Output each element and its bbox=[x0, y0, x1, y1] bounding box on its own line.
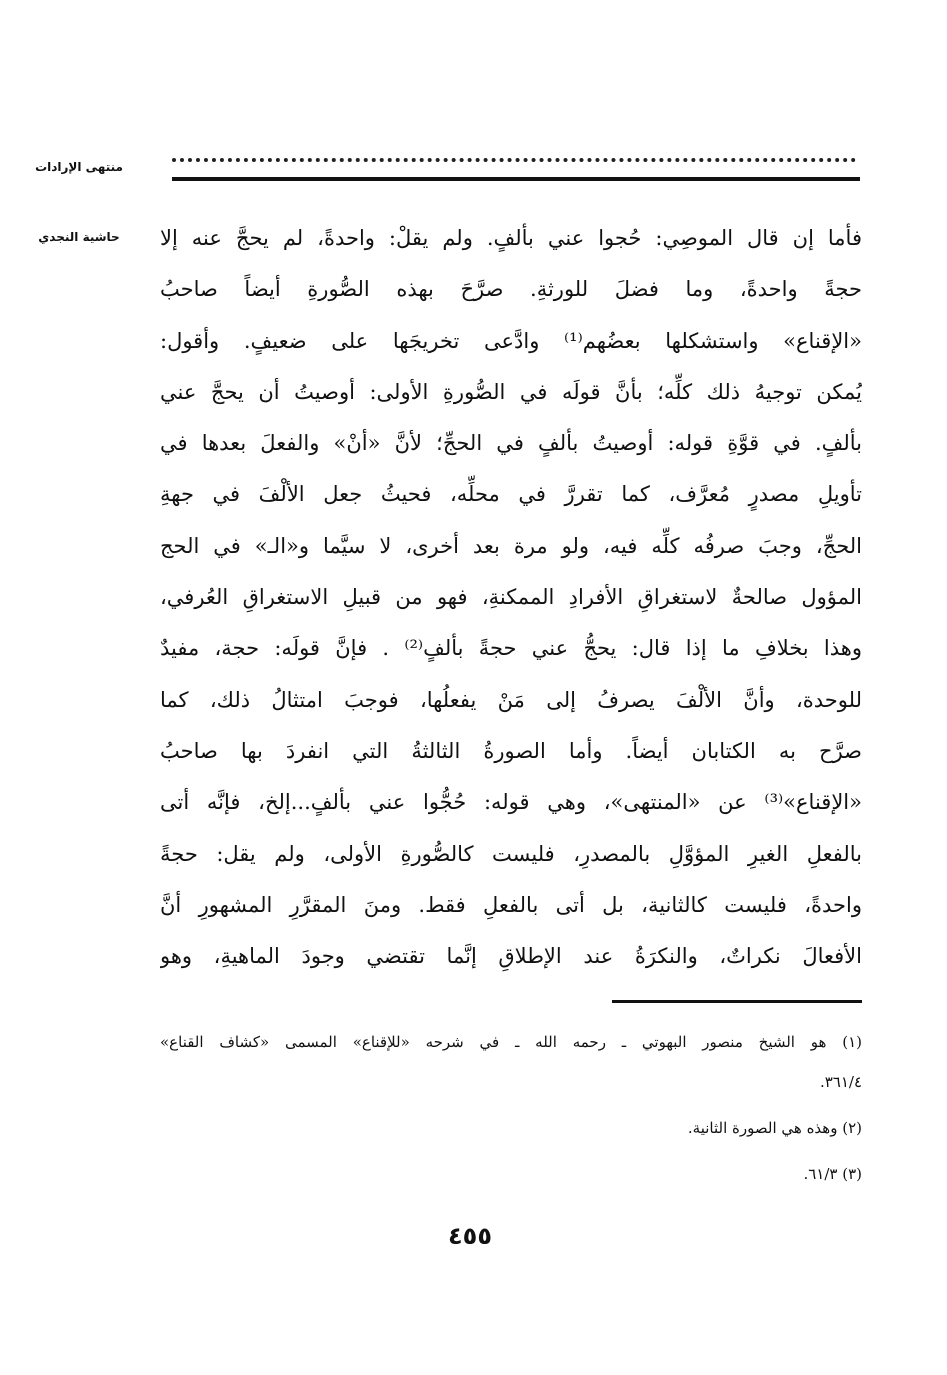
gloss-label: حاشية النجدي bbox=[38, 230, 120, 244]
footnote-2: (٢) وهذه هي الصورة الثانية. bbox=[687, 1119, 862, 1137]
footnote-3: (٣) ٦١/٣. bbox=[803, 1165, 862, 1183]
text-line: واحدةً، فليست كالثانية، بل أتى بالفعلِ فقط. ومنَ المقرَّرِ المشهورِ أنَّ bbox=[160, 892, 862, 917]
header-rule bbox=[172, 177, 860, 181]
footnote-separator bbox=[612, 1000, 862, 1003]
dotted-header-rule bbox=[172, 148, 856, 162]
text-line: للوحدة، وأنَّ الألْفَ يصرفُ إلى مَنْ يفعلُها، فوجبَ امتثالُ ذلك، كما bbox=[160, 687, 862, 712]
text-line: الأفعالَ نكراتٌ، والنكرَةُ عند الإطلاقِ إنَّما تقتضي وجودَ الماهيةِ، وهو bbox=[160, 944, 862, 969]
footnotes-block bbox=[160, 1022, 862, 1194]
text-line: الحجِّ، وجبَ صرفُه كلِّه فيه، ولو مرة بعد أخرى، لا سيَّما و«الـ» في الحج bbox=[160, 533, 862, 558]
footnote-1-line-1: (١) هو الشيخ منصور البهوتي ـ رحمه الله ـ في شرحه «للإقناع» المسمى «كشاف القناع» bbox=[160, 1033, 862, 1051]
text-line: وهذا بخلافِ ما إذا قال: يحجُّ عني حجةً بألفٍ⁽²⁾ . فإنَّ قولَه: حجة، مفيدٌ bbox=[160, 636, 862, 661]
footnote-1-line-2: ٣٦١/٤. bbox=[819, 1073, 862, 1091]
text-line: بالفعلِ الغيرِ المؤوَّلِ بالمصدرِ، فليست كالصُّورةِ الأولى، ولم يقل: حجةً bbox=[160, 841, 862, 866]
text-line: بألفٍ. في قوَّةِ قوله: أوصيتُ بألفٍ في الحجِّ؛ لأنَّ «أنْ» والفعلَ بعدها في bbox=[160, 431, 862, 456]
text-line: فأما إن قال الموصِي: حُجوا عني بألفٍ. ولم يقلْ: واحدةً، لم يحجَّ عنه إلا bbox=[160, 226, 862, 250]
text-line: المؤول صالحةٌ لاستغراقِ الأفرادِ الممكنةِ، فهو من قبيلِ الاستغراقِ العُرفي، bbox=[160, 585, 862, 610]
page-number: ٤٥٥ bbox=[448, 1222, 492, 1250]
text-line: صرَّح به الكتابان أيضاً. وأما الصورةُ الثالثةُ التي انفردَ بها صاحبُ bbox=[160, 738, 862, 763]
text-line: حجةً واحدةً، وما فضلَ للورثةِ. صرَّحَ بهذه الصُّورةِ أيضاً صاحبُ bbox=[160, 277, 862, 302]
text-line: «الإقناع»⁽³⁾ عن «المنتهى»، وهي قوله: حُجُّوا عني بألفٍ...إلخ، فإنَّه أتى bbox=[160, 790, 862, 815]
main-text-block bbox=[160, 213, 862, 982]
text-line: تأويلِ مصدرٍ مُعرَّف، كما تقررَّ في محلِّه، فحيثُ جعل الألْفَ في جهةِ bbox=[160, 482, 862, 507]
book-title: منتهى الإرادات bbox=[35, 160, 123, 174]
text-line: «الإقناع» واستشكلها بعضُهم⁽¹⁾ وادَّعى تخريجَها على ضعيفٍ. وأقول: bbox=[160, 328, 862, 353]
text-line: يُمكن توجيهُ ذلك كلِّه؛ بأنَّ قولَه في الصُّورةِ الأولى: أوصيتُ أن يحجَّ عني bbox=[160, 379, 862, 404]
